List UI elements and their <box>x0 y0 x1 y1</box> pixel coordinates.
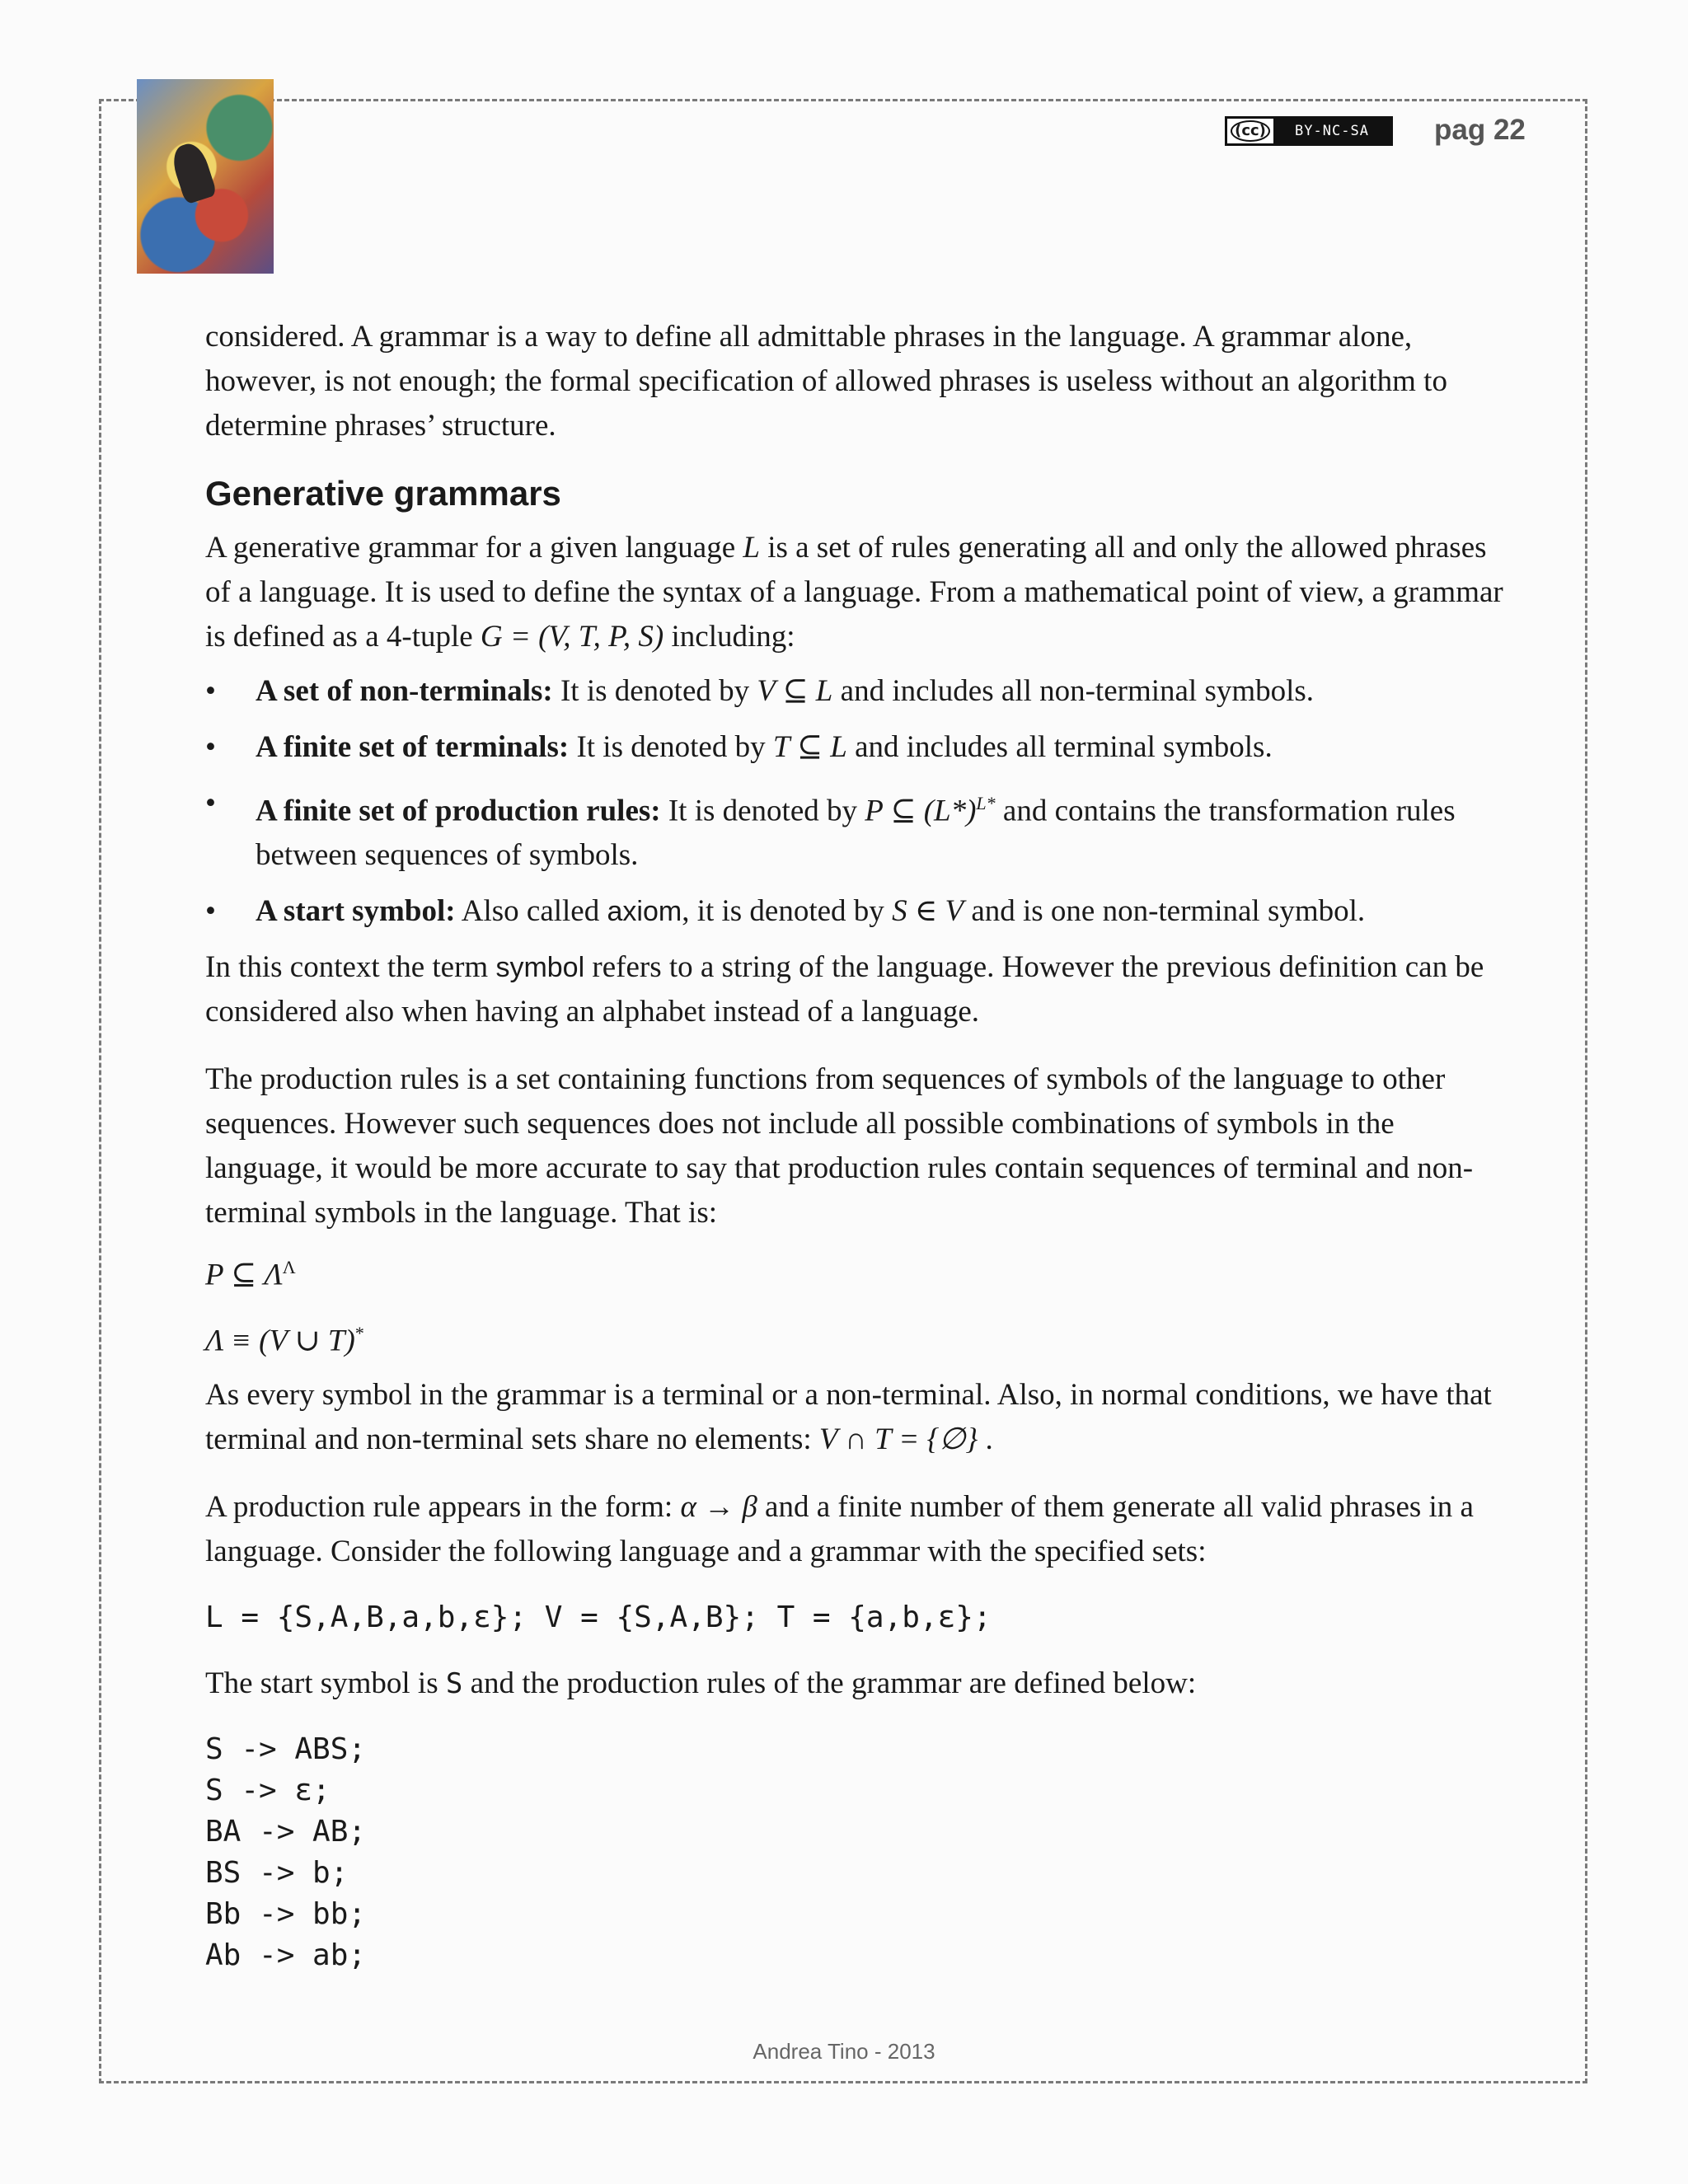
page-number: pag 22 <box>1434 114 1526 146</box>
sets-paragraph: As every symbol in the grammar is a terminal or a non-terminal. Also, in normal conditions, we have that terminal and non-terminal sets share no elements: V ∩ T = {∅} . <box>205 1377 1492 1456</box>
equation-2: Λ ≡ (V ∪ T)* <box>205 1322 364 1357</box>
list-item: • A start symbol: Also called axiom, it is denoted by S ∈ V and is one non-terminal symbol. <box>205 889 1516 934</box>
page-footer: Andrea Tino - 2013 <box>753 2039 935 2064</box>
intro-paragraph: considered. A grammar is a way to define all admittable phrases in the language. A grammar alone, however, is not enough; the formal specification of allowed phrases is useless without an algorithm to determine phrases’ structure. <box>205 320 1447 443</box>
list-item: • A finite set of terminals: It is denoted by T ⊆ L and includes all terminal symbols. <box>205 725 1516 770</box>
start-symbol-paragraph: The start symbol is S and the production rules of the grammar are defined below: <box>205 1666 1197 1700</box>
cover-thumbnail-image <box>137 79 274 274</box>
list-item: • A finite set of production rules: It is denoted by P ⊆ $(L*)^{L*}$ and contains the transformation rules between sequences of symbols. <box>205 781 1516 878</box>
generative-paragraph: A generative grammar for a given language L is a set of rules generating all and only the allowed phrases of a language. It is used to define the syntax of a language. From a mathematical point of view, a grammar is defined as a 4-tuple G = (V, T, P, S) including: <box>205 531 1503 654</box>
code-line: BS -> b; <box>205 1855 349 1890</box>
production-paragraph: The production rules is a set containing functions from sequences of symbols of the language to other sequences. However such sequences does not include all possible combinations of symbols in the language, it would be more accurate to say that production rules contain sequences of terminal and non-terminal symbols in the language. That is: <box>205 1062 1474 1230</box>
rule-paragraph: A production rule appears in the form: α → β and a finite number of them generate all valid phrases in a language. Consider the following language and a grammar with the specified sets: <box>205 1489 1474 1568</box>
symbol-paragraph: In this context the term symbol refers to a string of the language. However the previous definition can be considered also when having an alphabet instead of a language. <box>205 950 1484 1029</box>
section-title: Generative grammars <box>205 474 561 513</box>
code-sets: L = {S,A,B,a,b,ε}; V = {S,A,B}; T = {a,b,ε}; <box>205 1600 992 1634</box>
code-line: S -> ε; <box>205 1773 331 1807</box>
grammar-components-list <box>205 669 1516 934</box>
list-item: • A set of non-terminals: It is denoted by V ⊆ L and includes all non-terminal symbols. <box>205 669 1516 714</box>
code-line: Ab -> ab; <box>205 1938 367 1972</box>
production-rules-code <box>205 1729 1516 1976</box>
equation-1: P ⊆ $\Lambda^\Lambda$ <box>205 1257 296 1292</box>
license-label: BY-NC-SA <box>1273 119 1390 143</box>
cc-icon: (cc) <box>1231 120 1270 142</box>
cc-license-badge[interactable] <box>1225 116 1393 146</box>
page-content <box>205 315 1516 1976</box>
math-L: L <box>743 531 760 565</box>
code-line: S -> ABS; <box>205 1732 367 1766</box>
code-line: Bb -> bb; <box>205 1896 367 1931</box>
math-grammar-tuple: G = (V, T, P, S) <box>480 620 664 654</box>
code-line: BA -> AB; <box>205 1814 367 1849</box>
